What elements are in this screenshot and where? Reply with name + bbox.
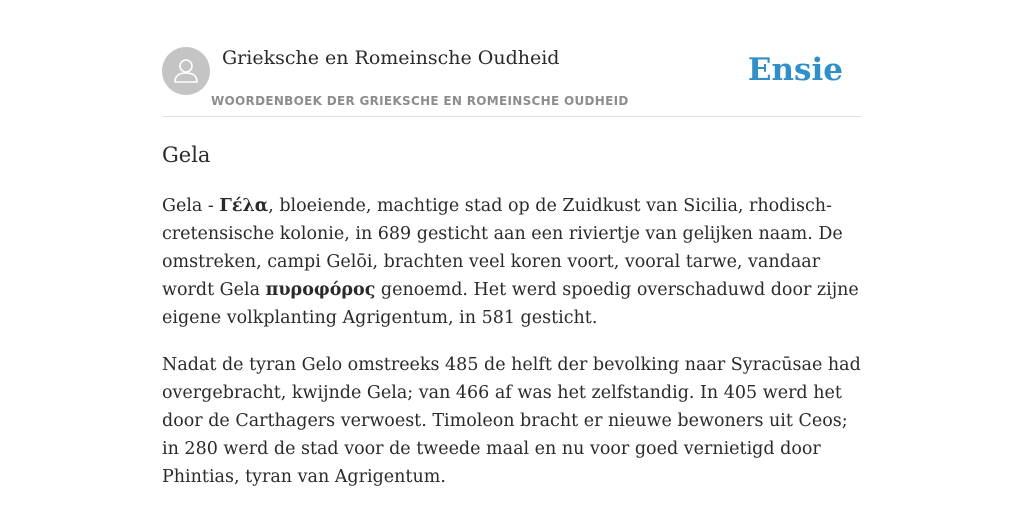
entry-title: Gela bbox=[162, 143, 211, 167]
avatar[interactable] bbox=[162, 47, 210, 95]
greek-term: πυροφόρος bbox=[265, 280, 376, 300]
greek-term: Γέλα bbox=[219, 196, 269, 216]
entry-paragraph-2: Nadat de tyran Gelo omstreeks 485 de helft der bevolking naar Syracūsae had overgebracht, kwijnde Gela; van 466 af was het zelfstandig. In 405 werd het door de Carthagers verwoest. Timoleon bracht er nieuwe bewoners uit Ceos; in 280 werd de stad voor de tweede maal en nu voor goed vernietigd door Phintias, tyran van Agrigentum. bbox=[162, 355, 861, 487]
site-subtitle: WOORDENBOEK DER GRIEKSCHE EN ROMEINSCHE OUDHEID bbox=[211, 94, 629, 108]
brand-logo-link[interactable]: Ensie bbox=[747, 52, 843, 88]
user-placeholder-icon bbox=[162, 47, 210, 95]
site-header bbox=[162, 46, 862, 117]
paragraph-text: , bloeiende, machtige stad op de Zuidkust van Sicilia, rhodisch-cretensische kolonie, in 689 gesticht aan een riviertje van gelijken naam. De omstreken, campi Gelōi, brachten veel koren voort, vooral tarwe, vandaar wordt Gela bbox=[162, 196, 843, 300]
site-title-link[interactable]: Grieksche en Romeinsche Oudheid bbox=[222, 47, 560, 69]
paragraph-text: genoemd. Het werd spoedig overschaduwd door zijne eigene volkplanting Agrigentum, in 581 gesticht. bbox=[162, 280, 859, 328]
entry-content bbox=[162, 140, 862, 491]
paragraph-text: Gela - bbox=[162, 196, 220, 216]
entry-paragraph-1 bbox=[162, 192, 862, 332]
